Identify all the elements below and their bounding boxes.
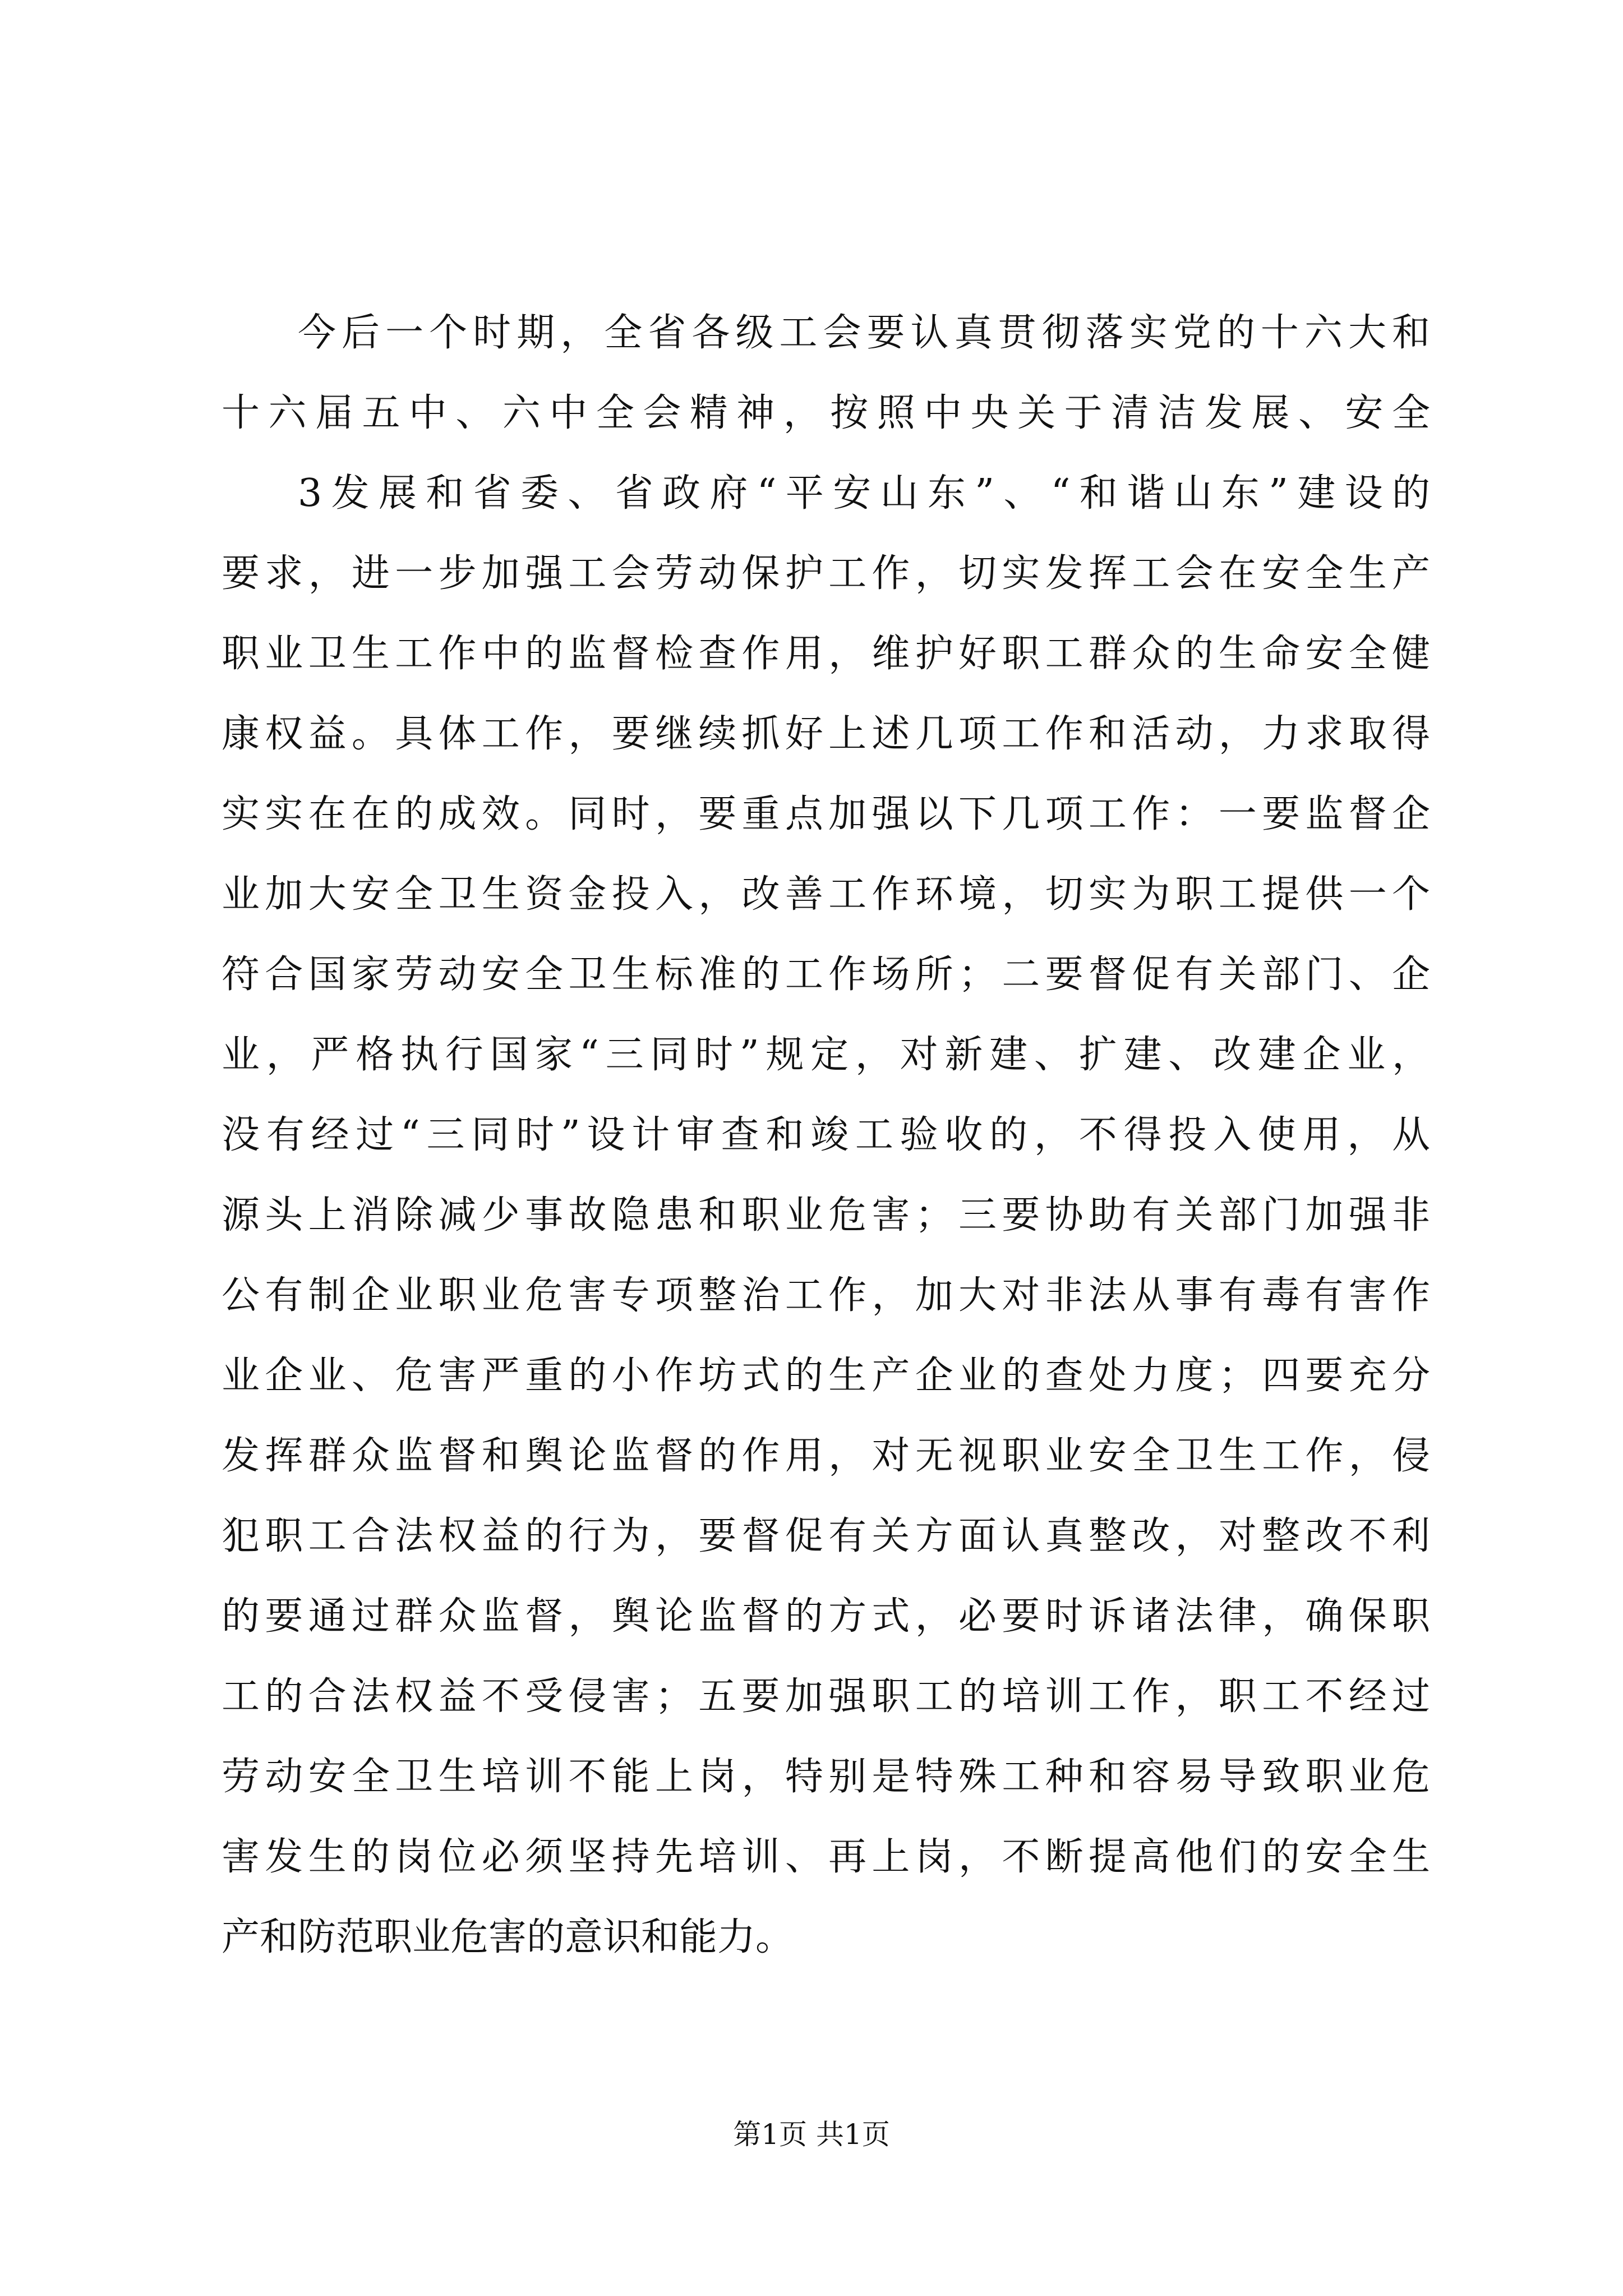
paragraph-line-17: 的要通过群众监督，舆论监督的方式，必要时诉诸法律，确保职 <box>222 1594 1430 1639</box>
paragraph-line-9: 符合国家劳动安全卫生标准的工作场所；二要督促有关部门、企 <box>222 953 1430 997</box>
paragraph-line-5: 职业卫生工作中的监督检查作用，维护好职工群众的生命安全健 <box>222 632 1430 676</box>
page-number-footer: 第1页 共1页 <box>733 2118 890 2151</box>
body-paragraph <box>222 293 1430 1977</box>
paragraph-line-3: 3发展和省委、省政府“平安山东”、“和谐山东”建设的 <box>298 471 1430 516</box>
paragraph-line-21: 产和防范职业危害的意识和能力。 <box>222 1915 794 1959</box>
paragraph-line-16: 犯职工合法权益的行为，要督促有关方面认真整改，对整改不利 <box>222 1514 1430 1558</box>
paragraph-line-2: 十六届五中、六中全会精神，按照中央关于清洁发展、安全 <box>222 391 1430 435</box>
paragraph-line-7: 实实在在的成效。同时，要重点加强以下几项工作：一要监督企 <box>222 792 1430 836</box>
paragraph-line-18: 工的合法权益不受侵害；五要加强职工的培训工作，职工不经过 <box>222 1674 1430 1719</box>
paragraph-line-1: 今后一个时期，全省各级工会要认真贯彻落实党的十六大和 <box>298 311 1430 355</box>
paragraph-line-19: 劳动安全卫生培训不能上岗，特别是特殊工种和容易导致职业危 <box>222 1755 1430 1799</box>
paragraph-line-15: 发挥群众监督和舆论监督的作用，对无视职业安全卫生工作，侵 <box>222 1434 1430 1478</box>
paragraph-line-11: 没有经过“三同时”设计审查和竣工验收的，不得投入使用，从 <box>222 1113 1430 1157</box>
paragraph-line-20: 害发生的岗位必须坚持先培训、再上岗，不断提高他们的安全生 <box>222 1835 1430 1879</box>
paragraph-line-8: 业加大安全卫生资金投入，改善工作环境，切实为职工提供一个 <box>222 872 1430 917</box>
paragraph-line-4: 要求，进一步加强工会劳动保护工作，切实发挥工会在安全生产 <box>222 551 1430 596</box>
paragraph-line-6: 康权益。具体工作，要继续抓好上述几项工作和活动，力求取得 <box>222 712 1430 756</box>
paragraph-line-10: 业，严格执行国家“三同时”规定，对新建、扩建、改建企业， <box>222 1033 1430 1077</box>
paragraph-line-13: 公有制企业职业危害专项整治工作，加大对非法从事有毒有害作 <box>222 1273 1430 1318</box>
paragraph-line-14: 业企业、危害严重的小作坊式的生产企业的查处力度；四要充分 <box>222 1354 1430 1398</box>
paragraph-line-12: 源头上消除减少事故隐患和职业危害；三要协助有关部门加强非 <box>222 1193 1430 1237</box>
